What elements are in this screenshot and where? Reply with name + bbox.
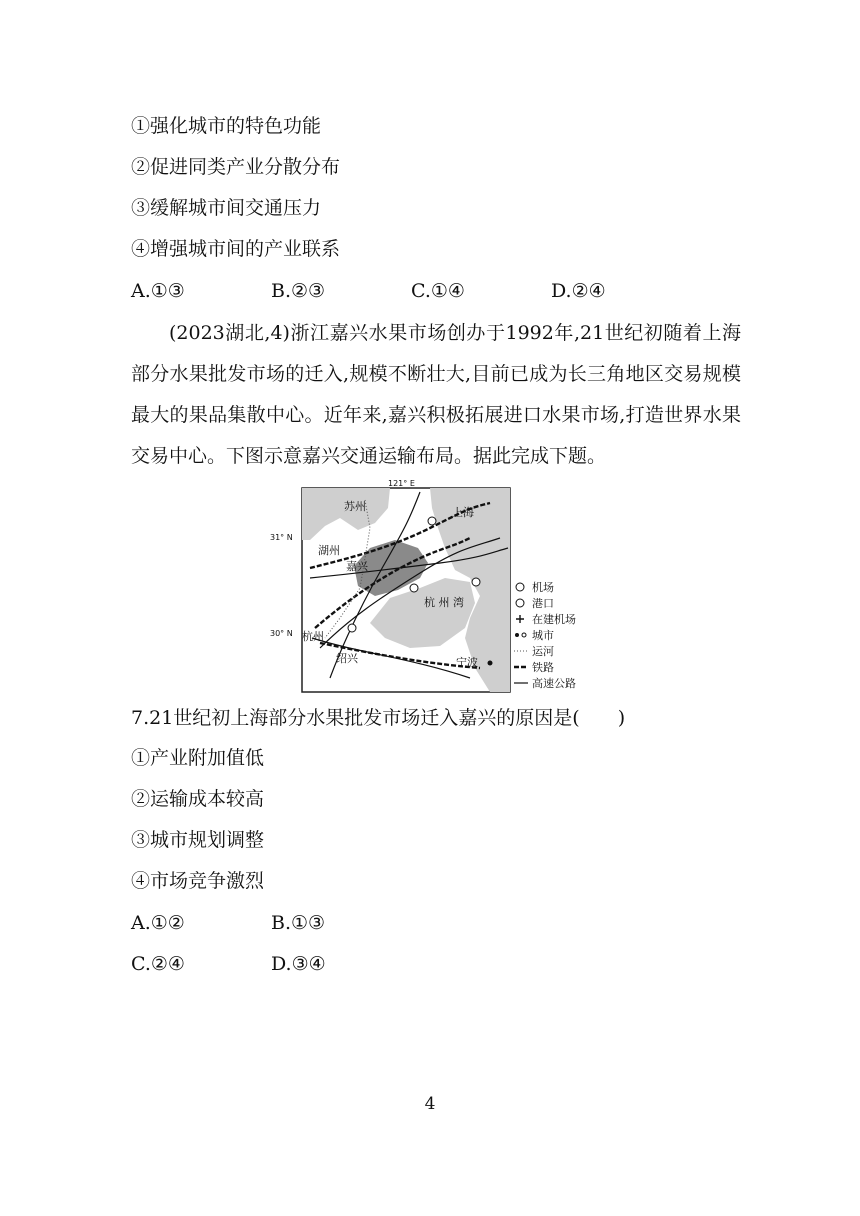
- legend-canal: 运河: [532, 645, 554, 658]
- page-number: 4: [424, 1094, 436, 1114]
- choice-a: A.①②: [131, 912, 185, 934]
- prev-option-1: ①强化城市的特色功能: [131, 115, 322, 137]
- legend-port-icon: [516, 599, 524, 607]
- airport-icon-shanghai: [428, 517, 436, 525]
- passage: [131, 313, 741, 477]
- prev-option-3: ③缓解城市间交通压力: [131, 197, 322, 219]
- prev-choice-b: B.②③: [271, 280, 326, 302]
- prev-choice-a: A.①③: [131, 280, 185, 302]
- legend-city-icon-2: [522, 633, 526, 637]
- lon-label: 121° E: [388, 479, 415, 488]
- port-icon: [472, 578, 480, 586]
- label-huzhou: 湖州: [318, 544, 340, 557]
- question-option-2: ②运输成本较高: [131, 788, 265, 810]
- legend-new-airport-icon: [516, 615, 524, 623]
- passage-text: (2023湖北,4)浙江嘉兴水果市场创办于1992年,21世纪初随着上海部分水果批发市场的迁入,规模不断壮大,目前已成为长三角地区交易规模最大的果品集散中心。近年来,嘉兴积极拓展进口水果市场,打造世界水果交易中心。下图示意嘉兴交通运输布局。据此完成下题。: [131, 322, 741, 467]
- prev-option-2: ②促进同类产业分散分布: [131, 156, 341, 178]
- legend-city: 城市: [532, 629, 554, 642]
- lat-label-31: 31° N: [270, 533, 293, 542]
- choice-d: D.③④: [271, 953, 326, 975]
- label-jiaxing: 嘉兴: [346, 560, 368, 573]
- city-icon-ningbo: [488, 661, 493, 666]
- prev-choice-d: D.②④: [551, 280, 606, 302]
- question-option-1: ①产业附加值低: [131, 747, 265, 769]
- choice-c: C.②④: [131, 953, 185, 975]
- map-legend: [514, 580, 576, 690]
- legend-port: 港口: [532, 597, 554, 610]
- legend-railway: 铁路: [532, 661, 554, 674]
- question-option-4: ④市场竞争激烈: [131, 870, 265, 892]
- label-ningbo: 宁波: [456, 656, 478, 669]
- label-shaoxing: 绍兴: [336, 652, 358, 665]
- label-hangzhouwan: 杭 州 湾: [424, 596, 464, 609]
- airport-icon-hangzhou: [348, 624, 356, 632]
- legend-highway: 高速公路: [532, 677, 576, 690]
- legend-airport: 机场: [532, 581, 554, 594]
- label-shanghai: 上海: [452, 506, 474, 519]
- question-stem: 7.21世纪初上海部分水果批发市场迁入嘉兴的原因是( ): [131, 707, 626, 729]
- label-suzhou: 苏州: [344, 500, 366, 513]
- lat-label-30: 30° N: [270, 629, 293, 638]
- jiaxing-transport-map: [270, 478, 600, 694]
- legend-airport-icon: [516, 583, 524, 591]
- label-hangzhou: 杭州: [302, 630, 324, 643]
- question-option-3: ③城市规划调整: [131, 829, 265, 851]
- airport-icon-hangzhouwan: [410, 584, 418, 592]
- legend-city-icon: [515, 633, 519, 637]
- prev-choice-c: C.①④: [411, 280, 465, 302]
- legend-new-airport: 在建机场: [532, 613, 576, 626]
- prev-option-4: ④增强城市间的产业联系: [131, 238, 341, 260]
- choice-b: B.①③: [271, 912, 326, 934]
